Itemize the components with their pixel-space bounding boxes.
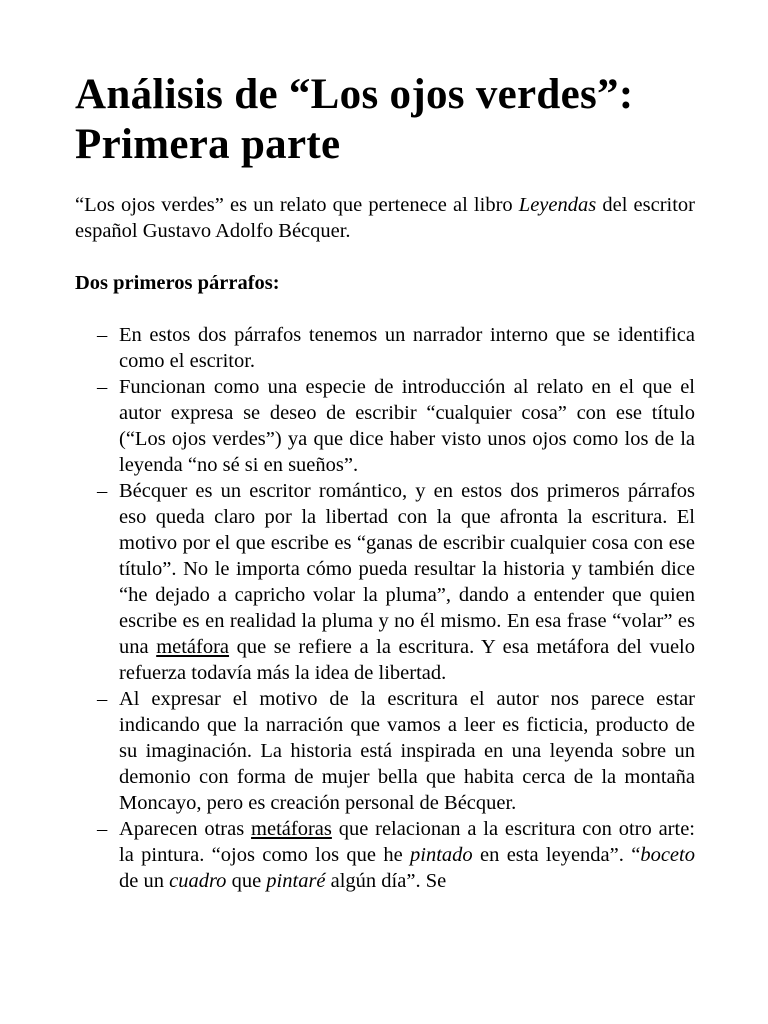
bullet-text: Aparecen otras xyxy=(119,818,252,840)
bullet-text: Al expresar el motivo de la escritura el autor nos parece estar indicando que la narración que vamos a leer es ficticia, producto de su imaginación. La historia está inspirada en una leyenda sobre un demonio con forma de mujer bella que habita cerca de la montaña Moncayo, pero es creación personal de Bécquer. xyxy=(119,688,695,814)
italic-term: cuadro xyxy=(169,870,227,892)
bullet-text: que relacionan a la escritura con otro arte: la pintura. “ojos como los que he xyxy=(119,818,695,866)
intro-paragraph xyxy=(75,192,695,244)
dash-marker: – xyxy=(97,818,108,840)
title-line-1: Análisis de “Los ojos verdes”: xyxy=(75,71,634,118)
italic-term: pintado xyxy=(410,844,473,866)
bullet-text: que se refiere a la escritura. Y esa metáfora del vuelo refuerza todavía más la idea de libertad. xyxy=(119,636,695,684)
bullet-text: de un xyxy=(119,870,170,892)
intro-text-1: “Los ojos verdes” es un relato que pertenece al libro xyxy=(75,194,519,216)
book-title: Leyendas xyxy=(518,194,597,216)
bullet-list xyxy=(75,322,695,894)
underlined-term: metáfora xyxy=(156,636,230,658)
bullet-item xyxy=(75,478,695,686)
bullet-item xyxy=(75,686,695,816)
title-line-2: Primera parte xyxy=(75,121,341,168)
bullet-item xyxy=(75,374,695,478)
underlined-term: metáforas xyxy=(251,818,332,840)
document-title xyxy=(75,70,695,170)
bullet-item xyxy=(75,816,695,894)
bullet-item xyxy=(75,322,695,374)
bullet-text: Funcionan como una especie de introducción al relato en el que el autor expresa se deseo de escribir “cualquier cosa” con ese título (“Los ojos verdes”) ya que dice haber visto unos ojos como los de la leyenda “no sé si en sueños”. xyxy=(119,376,695,476)
bullet-text: en esta leyenda”. “ xyxy=(472,844,641,866)
dash-marker: – xyxy=(97,376,108,398)
section-heading: Dos primeros párrafos: xyxy=(75,272,280,294)
intro-text-2: del escritor español Gustavo Adolfo Bécquer. xyxy=(75,194,696,242)
dash-marker: – xyxy=(97,324,108,346)
bullet-text: que xyxy=(226,870,267,892)
dash-marker: – xyxy=(97,480,108,502)
document-page xyxy=(75,70,695,894)
bullet-text: En estos dos párrafos tenemos un narrador interno que se identifica como el escritor. xyxy=(119,324,695,372)
italic-term: pintaré xyxy=(266,870,326,892)
italic-term: boceto xyxy=(640,844,695,866)
dash-marker: – xyxy=(97,688,108,710)
bullet-text: Bécquer es un escritor romántico, y en estos dos primeros párrafos eso queda claro por la libertad con la que afronta la escritura. El motivo por el que escribe es “ganas de escribir cualquier cosa con ese título”. No le importa cómo pueda resultar la historia y también dice “he dejado a capricho volar la pluma”, dando a entender que quien escribe es en realidad la pluma y no él mismo. En esa frase “volar” es una xyxy=(119,480,695,658)
bullet-text: algún día”. Se xyxy=(325,870,447,892)
